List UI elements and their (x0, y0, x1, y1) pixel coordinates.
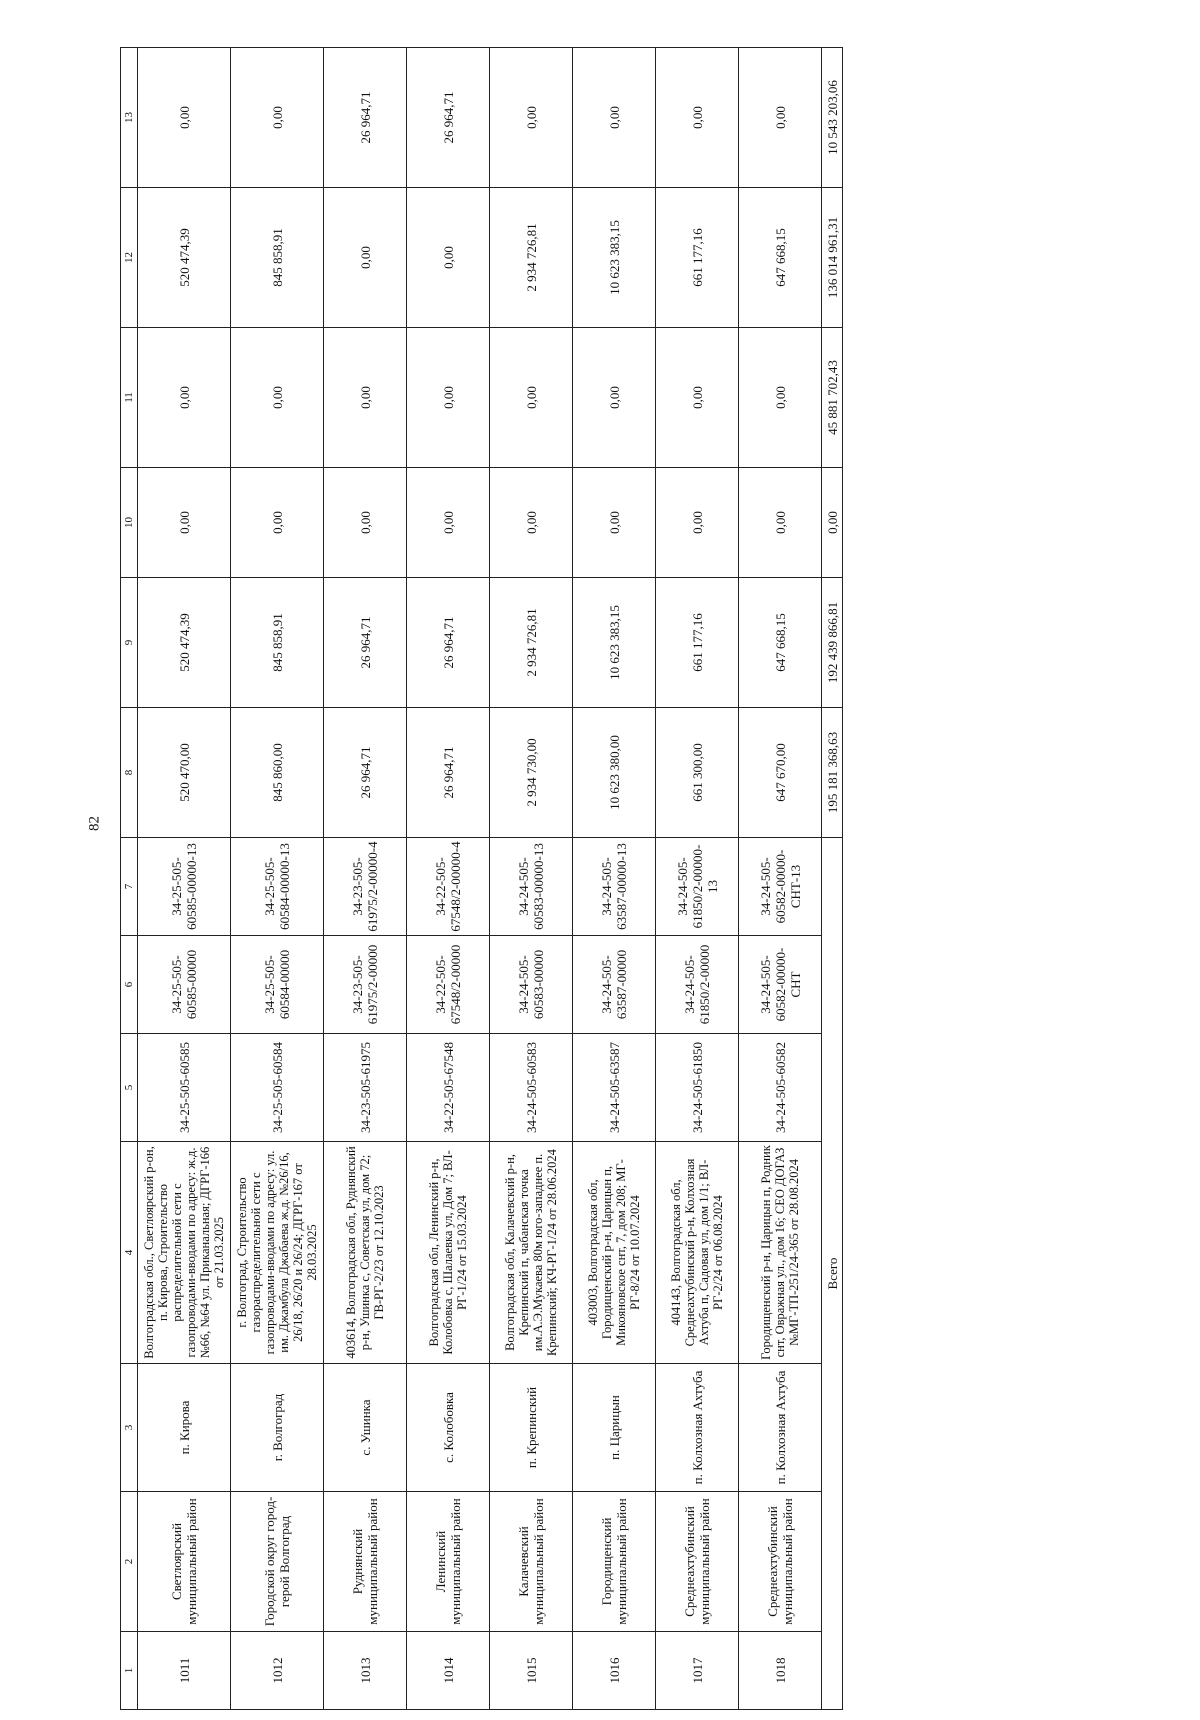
row-number: 1013 (324, 1632, 407, 1710)
code-cell: 34-24-505-61850 (656, 1034, 739, 1142)
amount-cell: 0,00 (656, 328, 739, 468)
code-cell: 34-25-505-60585-00000-13 (138, 838, 231, 936)
amount-cell: 0,00 (407, 188, 490, 328)
table-row (573, 48, 656, 1710)
table-row (407, 48, 490, 1710)
amount-cell: 0,00 (138, 48, 231, 188)
amount-cell: 0,00 (231, 48, 324, 188)
code-cell: 34-22-505-67548/2-00000 (407, 936, 490, 1034)
code-cell: 34-24-505-60582-00000-СНТ (739, 936, 822, 1034)
header-cell: 3 (121, 1364, 138, 1492)
amount-cell: 0,00 (407, 468, 490, 578)
row-number: 1015 (490, 1632, 573, 1710)
amount-cell: 647 670,00 (739, 708, 822, 838)
amount-cell: 661 300,00 (656, 708, 739, 838)
amount-cell: 0,00 (490, 48, 573, 188)
settlement-cell: п. Колхозная Ахтуба (656, 1364, 739, 1492)
amount-cell: 0,00 (138, 328, 231, 468)
amount-cell: 0,00 (324, 468, 407, 578)
code-cell: 34-24-505-60583-00000-13 (490, 838, 573, 936)
total-amount-cell: 0,00 (822, 468, 843, 578)
amount-cell: 2 934 726,81 (490, 188, 573, 328)
code-cell: 34-24-505-60582-00000-СНТ-13 (739, 838, 822, 936)
amount-cell: 0,00 (739, 48, 822, 188)
amount-cell: 0,00 (739, 468, 822, 578)
header-cell: 13 (121, 48, 138, 188)
header-cell: 2 (121, 1492, 138, 1632)
amount-cell: 661 177,16 (656, 578, 739, 708)
page-number: 82 (86, 816, 103, 831)
amount-cell: 26 964,71 (407, 48, 490, 188)
amount-cell: 520 470,00 (138, 708, 231, 838)
district-cell: Руднянский муниципальный район (324, 1492, 407, 1632)
code-cell: 34-25-505-60584-00000 (231, 936, 324, 1034)
header-cell: 6 (121, 936, 138, 1034)
row-number: 1018 (739, 1632, 822, 1710)
table-row (324, 48, 407, 1710)
header-cell: 10 (121, 468, 138, 578)
code-cell: 34-25-505-60584 (231, 1034, 324, 1142)
object-address-cell: Волгоградская обл., Светлоярский р-он, п. Кирова, Строительство распределительной сети с газопроводами-вводами по адресу: ж.д. №66, №64 ул. Приканальная; ДГРГ-166 от 21.03.2025 (138, 1142, 231, 1364)
code-cell: 34-23-505-61975/2-00000-4 (324, 838, 407, 936)
district-cell: Среднеахтубинский муниципальный район (656, 1492, 739, 1632)
amount-cell: 0,00 (138, 468, 231, 578)
row-number: 1011 (138, 1632, 231, 1710)
amount-cell: 0,00 (324, 328, 407, 468)
row-number: 1014 (407, 1632, 490, 1710)
amount-cell: 520 474,39 (138, 578, 231, 708)
amount-cell: 26 964,71 (324, 708, 407, 838)
amount-cell: 0,00 (656, 468, 739, 578)
settlement-cell: п. Колхозная Ахтуба (739, 1364, 822, 1492)
amount-cell: 0,00 (324, 188, 407, 328)
amount-cell: 0,00 (656, 48, 739, 188)
row-number: 1016 (573, 1632, 656, 1710)
amount-cell: 26 964,71 (324, 578, 407, 708)
code-cell: 34-24-505-60583 (490, 1034, 573, 1142)
header-cell: 7 (121, 838, 138, 936)
code-cell: 34-24-505-60582 (739, 1034, 822, 1142)
settlement-cell: п. Царицын (573, 1364, 656, 1492)
object-address-cell: 403614, Волгоградская обл, Руднянский р-н, Ушинка с, Советская ул, дом 72; ГВ-РГ-2/23 от 12.10.2023 (324, 1142, 407, 1364)
amount-cell: 10 623 383,15 (573, 578, 656, 708)
amount-cell: 520 474,39 (138, 188, 231, 328)
code-cell: 34-24-505-61850/2-00000 (656, 936, 739, 1034)
amount-cell: 845 860,00 (231, 708, 324, 838)
code-cell: 34-24-505-63587 (573, 1034, 656, 1142)
code-cell: 34-25-505-60585 (138, 1034, 231, 1142)
amount-cell: 845 858,91 (231, 188, 324, 328)
code-cell: 34-24-505-63587-00000-13 (573, 838, 656, 936)
amount-cell: 26 964,71 (407, 708, 490, 838)
table-row (490, 48, 573, 1710)
code-cell: 34-22-505-67548 (407, 1034, 490, 1142)
total-label: Всего (822, 838, 843, 1710)
amount-cell: 26 964,71 (407, 578, 490, 708)
table-row (138, 48, 231, 1710)
settlement-cell: п. Крепинский (490, 1364, 573, 1492)
object-address-cell: Городищенский р-н, Царицын п, Родник снт, Овражная ул., дом 16; СЕО ДОГАЗ №МГ-ТП-251/24-365 от 28.08.2024 (739, 1142, 822, 1364)
settlement-cell: п. Кирова (138, 1364, 231, 1492)
district-cell: Калачевский муниципальный район (490, 1492, 573, 1632)
settlement-cell: г. Волгоград (231, 1364, 324, 1492)
amount-cell: 0,00 (573, 328, 656, 468)
amount-cell: 10 623 380,00 (573, 708, 656, 838)
district-cell: Городской округ город-герой Волгоград (231, 1492, 324, 1632)
header-cell: 4 (121, 1142, 138, 1364)
amount-cell: 0,00 (739, 328, 822, 468)
header-cell: 9 (121, 578, 138, 708)
code-cell: 34-25-505-60584-00000-13 (231, 838, 324, 936)
amount-cell: 0,00 (490, 328, 573, 468)
district-cell: Ленинский муниципальный район (407, 1492, 490, 1632)
object-address-cell: 404143, Волгоградская обл, Среднеахтубинский р-н, Колхозная Ахтуба п, Садовая ул, дом 1/1; ВЛ-РГ-2/24 от 06.08.2024 (656, 1142, 739, 1364)
total-amount-cell: 10 543 203,06 (822, 48, 843, 188)
amount-cell: 26 964,71 (324, 48, 407, 188)
budget-table-rotated (120, 48, 900, 1710)
object-address-cell: 403003, Волгоградская обл, Городищенский р-н, Царицын п, Микояновское снт, 7, дом 208; МГ-РГ-8/24 от 10.07.2024 (573, 1142, 656, 1364)
table-row (231, 48, 324, 1710)
total-amount-cell: 136 014 961,31 (822, 188, 843, 328)
object-address-cell: Волгоградская обл, Калачевский р-н, Крепинский п, чабанская точка им.А.Э.Мукаева 80м юго-западнее п. Крепинский; КЧ-РГ-1/24 от 28.06.2024 (490, 1142, 573, 1364)
district-cell: Городищенский муниципальный район (573, 1492, 656, 1632)
code-cell: 34-23-505-61975 (324, 1034, 407, 1142)
code-cell: 34-24-505-60583-00000 (490, 936, 573, 1034)
header-number-row (121, 48, 138, 1710)
amount-cell: 0,00 (573, 468, 656, 578)
object-address-cell: г. Волгоград, Строительство газораспределительной сети с газопроводами-вводами по адресу: ул. им. Джамбула Джабаева ж.д. №26/16, 26/18, 26/20 и 26/24; ДГРГ-167 от 28.03.2025 (231, 1142, 324, 1364)
district-cell: Светлоярский муниципальный район (138, 1492, 231, 1632)
total-amount-cell: 195 181 368,63 (822, 708, 843, 838)
amount-cell: 647 668,15 (739, 188, 822, 328)
amount-cell: 2 934 730,00 (490, 708, 573, 838)
amount-cell: 10 623 383,15 (573, 188, 656, 328)
code-cell: 34-24-505-63587-00000 (573, 936, 656, 1034)
header-cell: 5 (121, 1034, 138, 1142)
amount-cell: 0,00 (231, 328, 324, 468)
table-row (739, 48, 822, 1710)
header-cell: 12 (121, 188, 138, 328)
settlement-cell: с. Ушинка (324, 1364, 407, 1492)
settlement-cell: с. Колобовка (407, 1364, 490, 1492)
object-address-cell: Волгоградская обл, Ленинский р-н, Колобовка с, Шалаевка ул, Дом 7; ВЛ-РГ-1/24 от 15.03.2024 (407, 1142, 490, 1364)
header-cell: 1 (121, 1632, 138, 1710)
code-cell: 34-24-505-61850/2-00000-13 (656, 838, 739, 936)
amount-cell: 647 668,15 (739, 578, 822, 708)
total-row (822, 48, 843, 1710)
total-amount-cell: 45 881 702,43 (822, 328, 843, 468)
amount-cell: 845 858,91 (231, 578, 324, 708)
header-cell: 8 (121, 708, 138, 838)
code-cell: 34-25-505-60585-00000 (138, 936, 231, 1034)
amount-cell: 661 177,16 (656, 188, 739, 328)
row-number: 1012 (231, 1632, 324, 1710)
code-cell: 34-23-505-61975/2-00000 (324, 936, 407, 1034)
amount-cell: 0,00 (490, 468, 573, 578)
row-number: 1017 (656, 1632, 739, 1710)
amount-cell: 0,00 (573, 48, 656, 188)
code-cell: 34-22-505-67548/2-00000-4 (407, 838, 490, 936)
header-cell: 11 (121, 328, 138, 468)
district-cell: Среднеахтубинский муниципальный район (739, 1492, 822, 1632)
total-amount-cell: 192 439 866,81 (822, 578, 843, 708)
budget-table (120, 47, 843, 1710)
amount-cell: 0,00 (231, 468, 324, 578)
amount-cell: 0,00 (407, 328, 490, 468)
amount-cell: 2 934 726,81 (490, 578, 573, 708)
table-row (656, 48, 739, 1710)
